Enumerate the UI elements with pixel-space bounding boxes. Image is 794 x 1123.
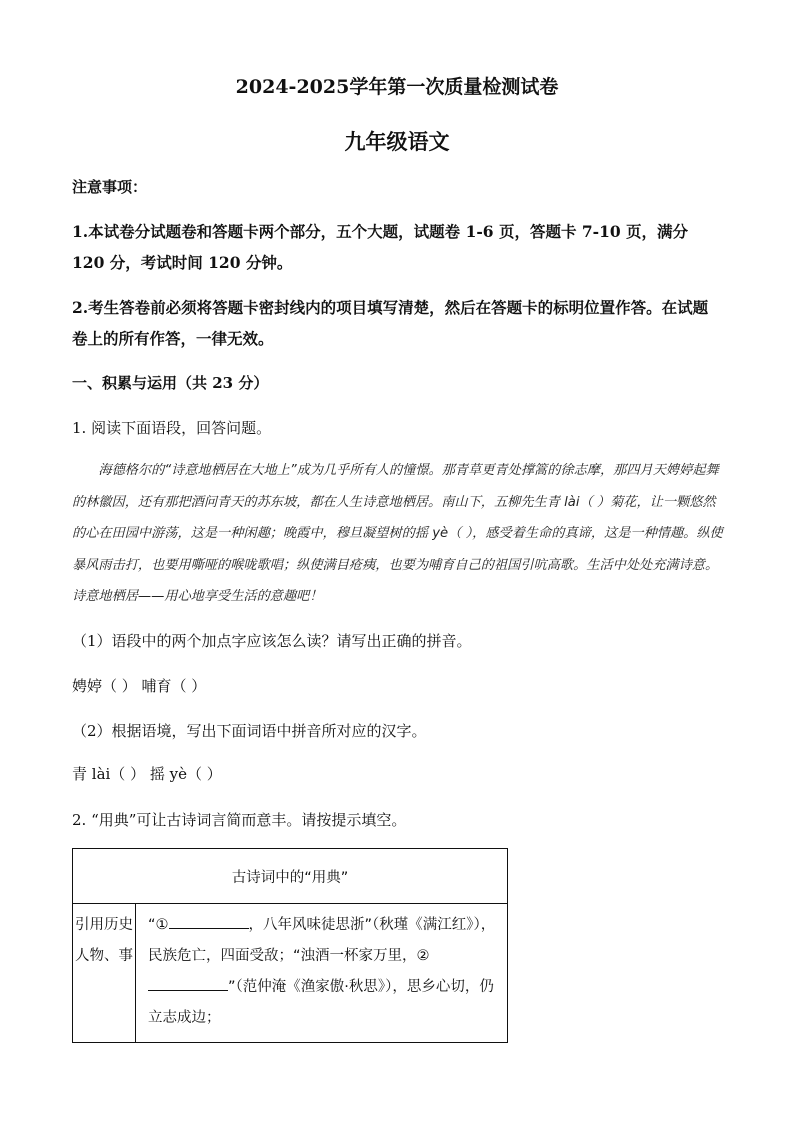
notes-heading: 注意事项： bbox=[72, 178, 148, 196]
allusion-table-header: 古诗词中的“用典” bbox=[73, 849, 508, 904]
notes-item-2: 2.考生答卷前必须将答题卡密封线内的项目填写清楚，然后在答题卡的标明位置作答。在试题卷上的所有作答，一律无效。 bbox=[72, 298, 709, 348]
exam-title: 2024-2025学年第一次质量检测试卷 bbox=[235, 76, 559, 98]
exam-subject: 九年级语文 bbox=[344, 129, 450, 154]
question-1-prompt: 1. 阅读下面语段，回答问题。 bbox=[72, 419, 272, 437]
question-1-sub-2: （2）根据语境，写出下面词语中拼音所对应的汉字。 bbox=[72, 722, 427, 740]
passage-text: 海德格尔的“诗意地栖居在大地上”成为几乎所有人的憧憬。那青草更青处撑篙的徐志摩，那四月天娉婷起舞的林徽因，还有那把酒问青天的苏东坡，都在人生诗意地栖居。南山下，五柳先生青 lài（ ）菊花，让一颗悠然的心在田园中游荡，这是一种闲趣；晚霞中，穆旦凝望树的摇 yè（ ），感受着生命的真谛，这是一种情趣。纵使暴风雨击打，也要用嘶哑的喉咙歌唱；纵使满目疮痍，也要为哺育自己的祖国引吭高歌。生活中处处充满诗意。诗意地栖居——用心地享受生活的意趣吧！ bbox=[72, 463, 723, 604]
allusion-text-b: ，八年风味徒思浙”（秋瑾《满江红》），民族危亡，四面受敌；“浊酒一杯家万里，② bbox=[148, 917, 496, 964]
question-1-sub-1: （1）语段中的两个加点字应该怎么读？请写出正确的拼音。 bbox=[72, 632, 472, 650]
allusion-row-label: 引用历史人物、事 bbox=[73, 904, 136, 1043]
blank-1[interactable] bbox=[169, 928, 249, 929]
reading-passage bbox=[72, 455, 724, 613]
notes-item-1: 1.本试卷分试题卷和答题卡两个部分，五个大题，试题卷 1-6 页，答题卡 7-10 页，满分 120 分，考试时间 120 分钟。 bbox=[72, 222, 689, 272]
section-1-heading: 一、积累与运用（共 23 分） bbox=[72, 374, 269, 392]
allusion-text-c: ”（范仲淹《渔家傲·秋思》），思乡心切，仍立志成边； bbox=[148, 979, 494, 1026]
question-1-sub-1-answers: 娉婷（ ） 哺育（ ） bbox=[72, 677, 207, 695]
blank-2[interactable] bbox=[148, 990, 228, 991]
allusion-row-body bbox=[136, 904, 508, 1043]
question-2-prompt: 2. “用典”可让古诗词言简而意丰。请按提示填空。 bbox=[72, 811, 407, 829]
allusion-text-a: “① bbox=[148, 917, 169, 933]
allusion-table bbox=[72, 848, 508, 1043]
question-1-sub-2-answers: 青 lài（ ） 摇 yè（ ） bbox=[72, 765, 222, 783]
